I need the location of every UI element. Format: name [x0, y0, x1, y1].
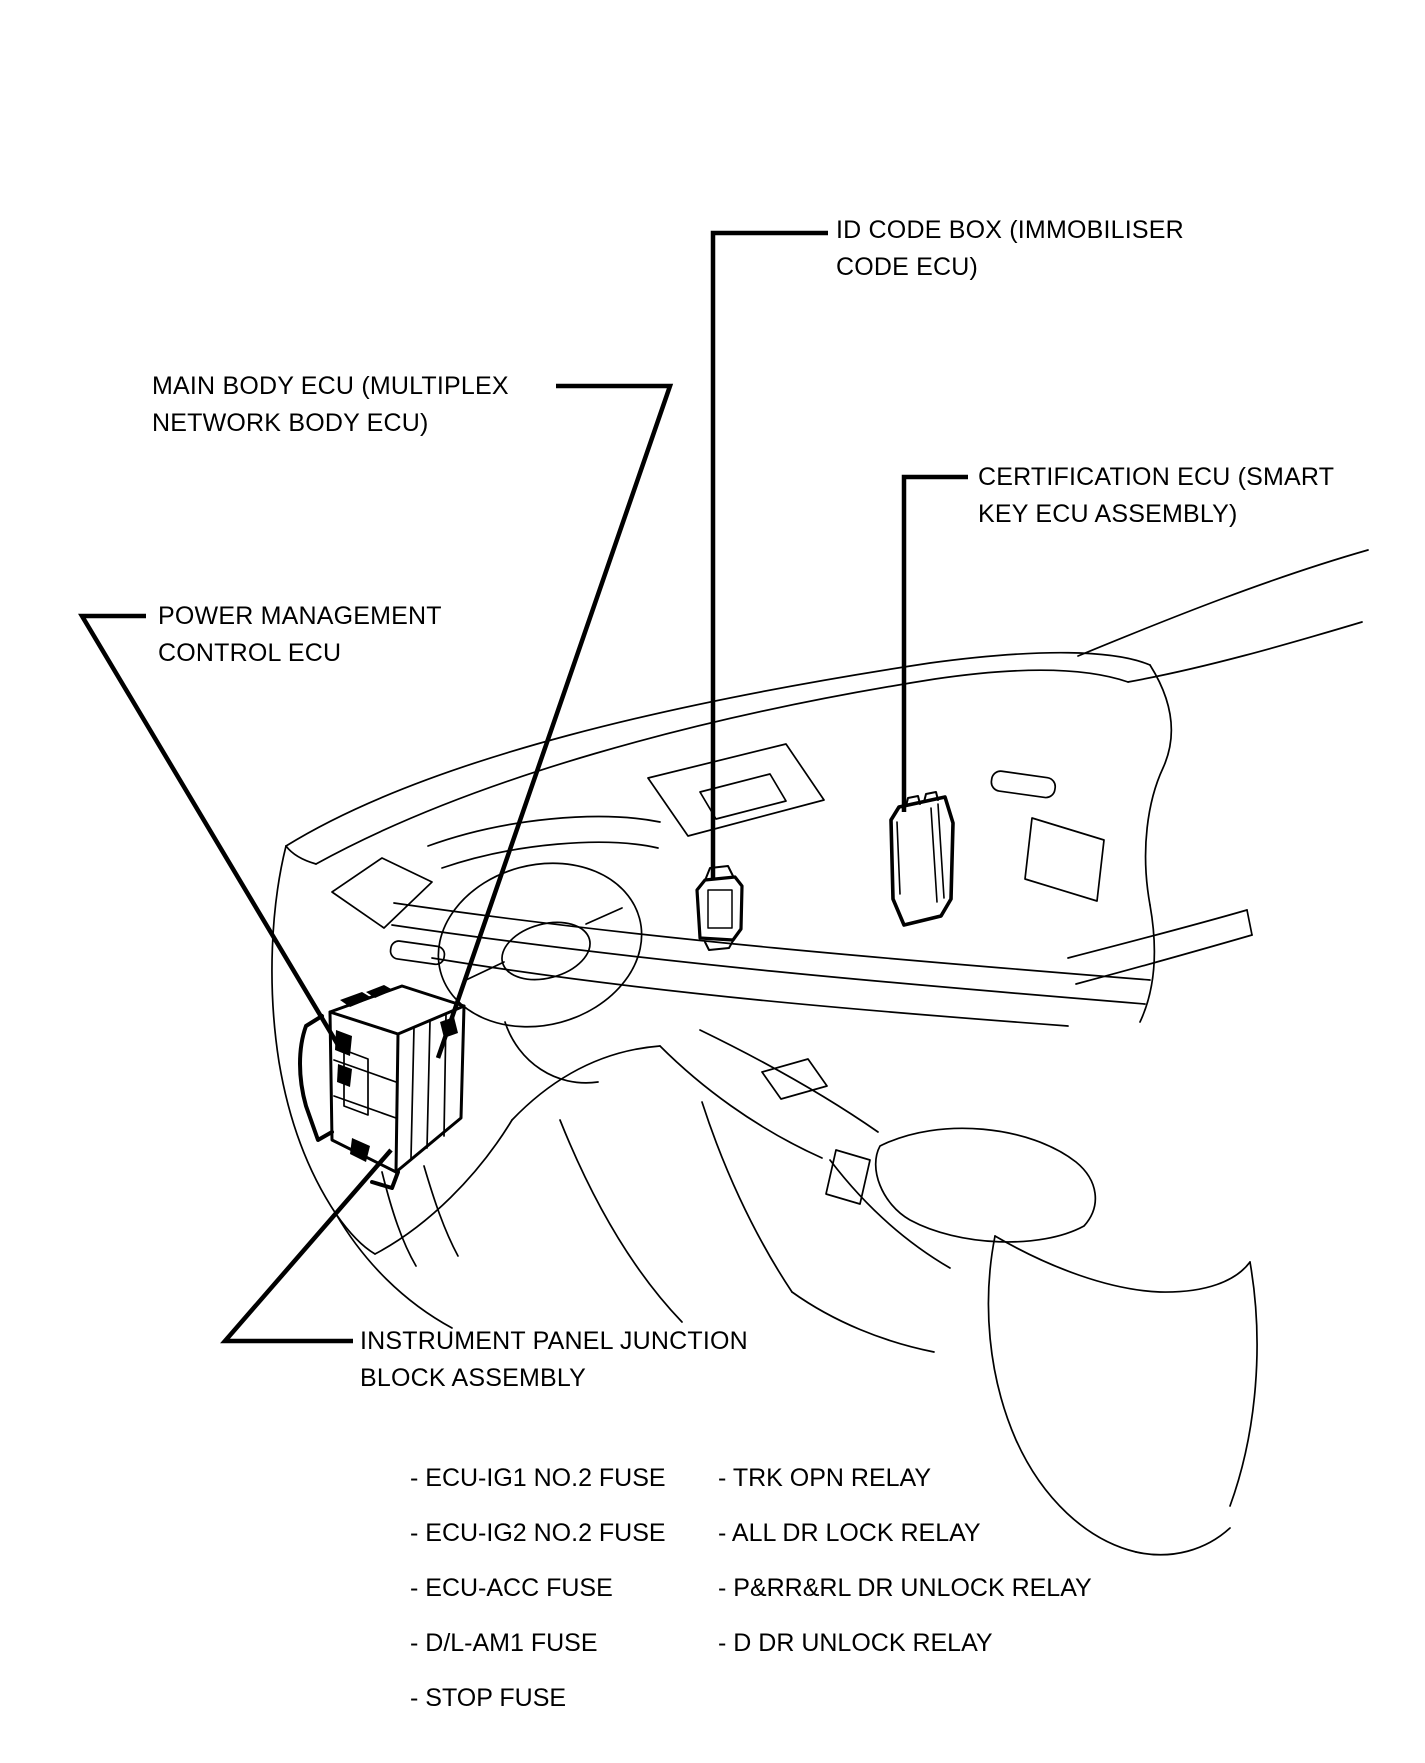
id-code-box-body: [697, 877, 742, 940]
certification-ecu-ridge-2: [931, 808, 937, 902]
console-armrest: [876, 1128, 1096, 1242]
seat-top-edge: [995, 1236, 1250, 1292]
dash-trim-line-2: [392, 925, 1145, 1004]
id-code-box-component: [697, 866, 742, 950]
relay-item-all-dr-lock: - ALL DR LOCK RELAY: [718, 1519, 981, 1547]
junction-block-connector-1: [340, 992, 372, 1007]
certification-ecu-component: [891, 792, 953, 925]
fuse-item-dl-am1: - D/L-AM1 FUSE: [410, 1629, 598, 1657]
door-edge-right: [1146, 665, 1172, 905]
junction-block-connector-4: [337, 1064, 352, 1087]
left-dash-vent: [389, 940, 445, 965]
leader-junction-block: [225, 1150, 391, 1341]
seat-base-edge: [1136, 1528, 1230, 1555]
knee-panel-line: [560, 1120, 682, 1322]
fuse-item-ecu-ig2: - ECU-IG2 NO.2 FUSE: [410, 1519, 666, 1547]
fuse-item-ecu-ig1: - ECU-IG1 NO.2 FUSE: [410, 1464, 666, 1492]
id-code-box-face: [708, 890, 732, 928]
junction-block-bracket-left: [300, 1016, 332, 1140]
junction-block-slat-2: [427, 1021, 430, 1148]
leader-power-management: [82, 616, 341, 1050]
callout-main-body-ecu-line1: MAIN BODY ECU (MULTIPLEX: [152, 372, 509, 400]
certification-ecu-edge-line: [897, 822, 900, 894]
windshield-sweep-lower: [1128, 622, 1362, 682]
callout-certification-ecu-line2: KEY ECU ASSEMBLY): [978, 500, 1238, 528]
windshield-sweep-upper: [1078, 550, 1368, 656]
leader-certification-ecu: [904, 477, 968, 812]
relay-item-d-dr-unlock: - D DR UNLOCK RELAY: [718, 1629, 993, 1657]
door-sill-upper: [1068, 910, 1247, 958]
callout-power-management-line1: POWER MANAGEMENT: [158, 602, 442, 630]
right-dash-vent: [990, 770, 1056, 799]
console-front-edge: [830, 1160, 950, 1268]
dash-left-cap: [286, 846, 316, 864]
relay-item-prrrl-unlock: - P&RR&RL DR UNLOCK RELAY: [718, 1574, 1092, 1602]
cup-holder: [826, 1150, 870, 1204]
kick-panel-line: [336, 1214, 452, 1328]
junction-block-bracket-bottom: [372, 1172, 398, 1188]
door-sill-end: [1247, 910, 1252, 935]
wire-line-2: [424, 1166, 458, 1256]
cluster-hood-inner: [442, 842, 658, 868]
seat-front-edge: [988, 1236, 1136, 1552]
defroster-vent: [332, 858, 432, 928]
certification-ecu-ridge-1: [938, 804, 944, 898]
dash-left-side: [272, 846, 375, 1254]
fuse-item-stop: - STOP FUSE: [410, 1684, 567, 1712]
callout-junction-block: [360, 1323, 748, 1397]
callout-main-body-ecu: [152, 368, 509, 442]
callout-id-code-box-line2: CODE ECU): [836, 253, 979, 281]
steering-spoke-right: [586, 908, 622, 924]
fuse-item-ecu-acc: - ECU-ACC FUSE: [410, 1574, 613, 1602]
car-line-art: [272, 550, 1368, 1555]
center-stack-recess: [648, 744, 824, 836]
relay-item-trk-opn: - TRK OPN RELAY: [718, 1464, 932, 1492]
glove-box-recess: [1025, 818, 1104, 901]
callout-main-body-ecu-line2: NETWORK BODY ECU): [152, 409, 429, 437]
steering-column-shroud: [505, 1022, 598, 1083]
seat-right-edge: [1230, 1262, 1257, 1506]
callout-power-management: [158, 598, 442, 672]
console-top-edge: [700, 1030, 878, 1132]
console-side-line: [702, 1102, 792, 1292]
callout-certification-ecu-line1: CERTIFICATION ECU (SMART: [978, 463, 1335, 491]
cluster-hood-outer: [428, 817, 660, 846]
callout-power-management-line2: CONTROL ECU: [158, 639, 342, 667]
certification-ecu-body: [891, 797, 953, 925]
console-floor-line: [792, 1292, 934, 1352]
callout-id-code-box-line1: ID CODE BOX (IMMOBILISER: [836, 216, 1184, 244]
callout-id-code-box: [836, 212, 1184, 286]
console-left-edge: [660, 1046, 822, 1158]
callout-certification-ecu: [978, 459, 1334, 533]
callout-junction-block-line1: INSTRUMENT PANEL JUNCTION: [360, 1327, 748, 1355]
callout-junction-block-line2: BLOCK ASSEMBLY: [360, 1364, 587, 1392]
junction-block-slat-1: [411, 1027, 414, 1158]
